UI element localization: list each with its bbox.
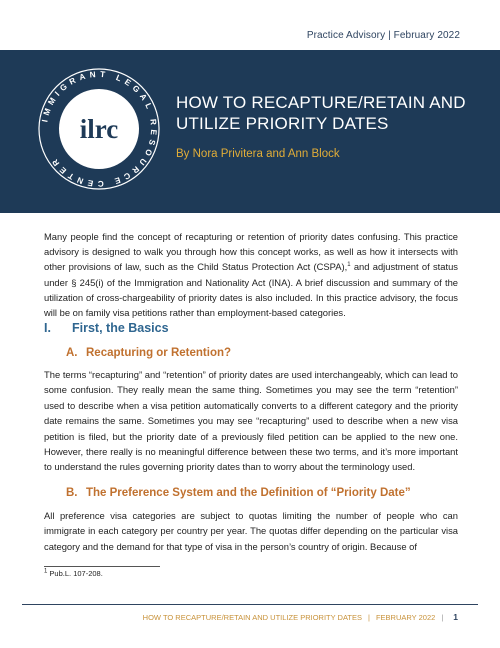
footer-divider (22, 604, 478, 605)
footer-date: FEBRUARY 2022 (375, 612, 436, 622)
footnote-divider (44, 566, 160, 567)
page-number: 1 (453, 612, 458, 622)
footer-title: HOW TO RECAPTURE/RETAIN AND UTILIZE PRIORITY DATES (142, 612, 363, 622)
section-heading-basics: I. First, the Basics (44, 321, 169, 335)
recapturing-paragraph: The terms “recapturing” and “retention” of priority dates are used interchangeably, which can lead to some confusion. They really mean the same thing. Sometimes you may see the term “retention” used to describe when a visa petition automatically converts to a different category and the priority date remains the same. Sometimes you may see “recapturing” used to describe when a new visa petition is filed, but the priority date of a previously filed petition can be applied to the new one. However, there really is no meaningful difference between these two terms, and it’s more important to understand the rules governing priority dates than to worry about the terminology used. (44, 369, 458, 473)
preference-system-paragraph: All preference visa categories are subject to quotas limiting the number of people who can immigrate in each category per country per year. The quotas differ depending on the particular visa category and the demand for that type of visa in the person’s country of origin. Because of (44, 510, 458, 552)
subsection-heading-recapturing: A. Recapturing or Retention? (66, 347, 232, 359)
ilrc-logo (36, 66, 162, 192)
title-banner (0, 50, 500, 213)
logo-ring-text: IMMIGRANT LEGAL RESOURCE CENTER (40, 69, 159, 189)
authors-line: By Nora Privitera and Ann Block (176, 148, 340, 160)
footnote: $^1$ Pub.L. 107-208. (44, 568, 103, 578)
page-title: HOW TO RECAPTURE/RETAIN AND UTILIZE PRIORITY DATES (176, 93, 466, 133)
practice-advisory-header: Practice Advisory | February 2022 (306, 30, 460, 41)
footer-separator-2: | (441, 612, 444, 622)
footer-separator: | (368, 612, 370, 622)
subsection-heading-preference-system: B. The Preference System and the Definition of “Priority Date” (66, 487, 411, 499)
logo-wordmark: ilrc (79, 114, 119, 144)
page-footer (143, 612, 458, 622)
footnote-ref[interactable]: 1 (347, 262, 351, 269)
intro-paragraph: Many people find the concept of recapturing or retention of priority dates confusing. This practice advisory is designed to walk you through how this concept works, as well as how it intersects with other provisions of law, such as the Child Status Protection Act (CSPA),$^1$ and adjustment of status under § 245(i) of the Immigration and Nationality Act (INA). A brief discussion and summary of the utilization of cross-chargeability of priority dates is also included. In this practice advisory, the focus will be on family visa petitions rather than employment-based categories. (44, 231, 458, 319)
intro-section (44, 229, 458, 320)
